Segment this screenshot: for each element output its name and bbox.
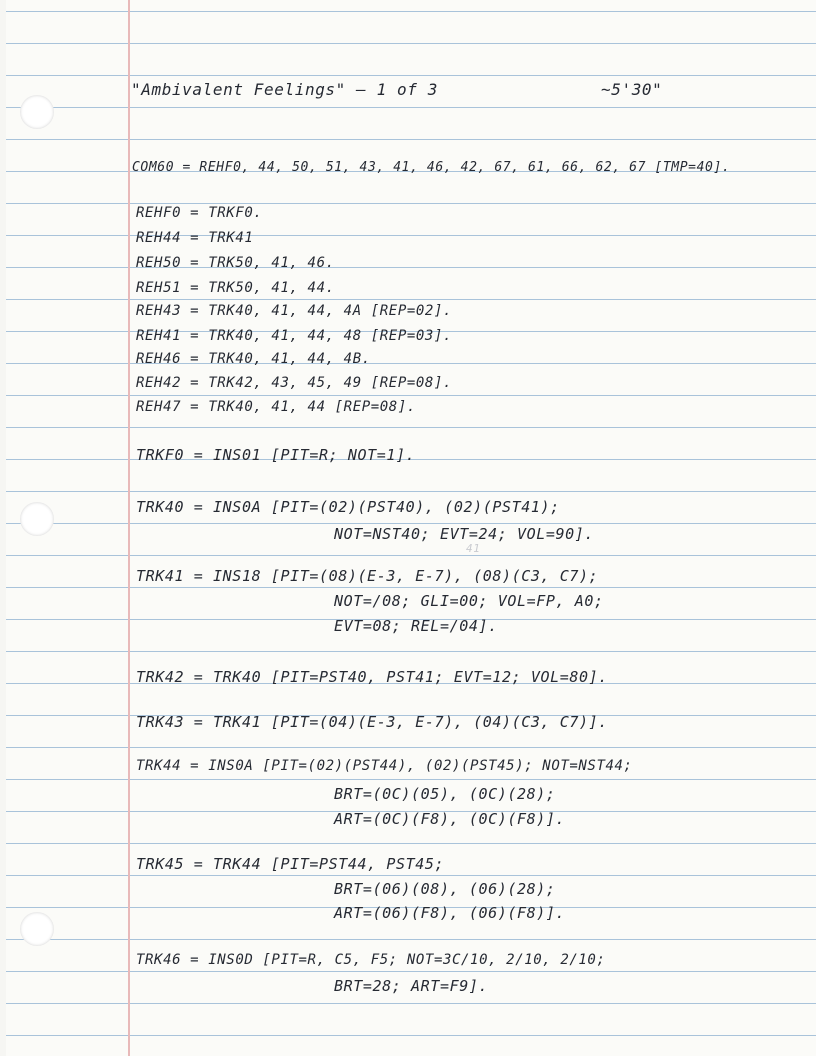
line-rehf0: REHF0 = TRKF0. — [136, 205, 263, 221]
page-title: "Ambivalent Feelings" — 1 of 3 — [131, 80, 438, 99]
line-trk46-2: BRT=28; ART=F9]. — [334, 977, 489, 995]
stray-mark: 41 — [466, 542, 481, 555]
line-trk41-3: EVT=08; REL=/04]. — [334, 617, 498, 635]
line-trkf0: TRKF0 = INS01 [PIT=R; NOT=1]. — [136, 446, 416, 464]
line-reh43: REH43 = TRK40, 41, 44, 4A [REP=02]. — [136, 303, 453, 319]
line-trk43: TRK43 = TRK41 [PIT=(04)(E-3, E-7), (04)(C3, C7)]. — [136, 713, 608, 731]
line-trk42: TRK42 = TRK40 [PIT=PST40, PST41; EVT=12; VOL=80]. — [136, 668, 608, 686]
line-reh50: REH50 = TRK50, 41, 46. — [136, 255, 335, 271]
line-trk44-2: BRT=(0C)(05), (0C)(28); — [334, 785, 556, 803]
line-trk46-1: TRK46 = INS0D [PIT=R, C5, F5; NOT=3C/10, 2/10, 2/10; — [136, 952, 606, 968]
line-reh46: REH46 = TRK40, 41, 44, 4B. — [136, 351, 371, 367]
notebook-page — [6, 0, 816, 1056]
line-trk45-2: BRT=(06)(08), (06)(28); — [334, 880, 556, 898]
line-trk40-1: TRK40 = INS0A [PIT=(02)(PST40), (02)(PST41); — [136, 498, 560, 516]
line-reh44: REH44 = TRK41 — [136, 230, 254, 246]
line-trk40-2: NOT=NST40; EVT=24; VOL=90]. — [334, 525, 595, 543]
line-reh47: REH47 = TRK40, 41, 44 [REP=08]. — [136, 399, 416, 415]
punch-hole — [20, 912, 54, 946]
line-reh51: REH51 = TRK50, 41, 44. — [136, 280, 335, 296]
margin-line — [128, 0, 130, 1056]
line-reh41: REH41 = TRK40, 41, 44, 48 [REP=03]. — [136, 328, 453, 344]
duration-note: ~5'30" — [601, 80, 663, 99]
line-trk45-1: TRK45 = TRK44 [PIT=PST44, PST45; — [136, 855, 445, 873]
punch-hole — [20, 502, 54, 536]
line-trk41-2: NOT=/08; GLI=00; VOL=FP, A0; — [334, 592, 604, 610]
line-trk41-1: TRK41 = INS18 [PIT=(08)(E-3, E-7), (08)(C3, C7); — [136, 567, 599, 585]
line-trk44-1: TRK44 = INS0A [PIT=(02)(PST44), (02)(PST45); NOT=NST44; — [136, 758, 633, 774]
line-reh42: REH42 = TRK42, 43, 45, 49 [REP=08]. — [136, 375, 453, 391]
line-com60: COM60 = REHF0, 44, 50, 51, 43, 41, 46, 42, 67, 61, 66, 62, 67 [TMP=40]. — [132, 160, 731, 175]
line-trk44-3: ART=(0C)(F8), (0C)(F8)]. — [334, 810, 566, 828]
line-trk45-3: ART=(06)(F8), (06)(F8)]. — [334, 904, 566, 922]
punch-hole — [20, 95, 54, 129]
